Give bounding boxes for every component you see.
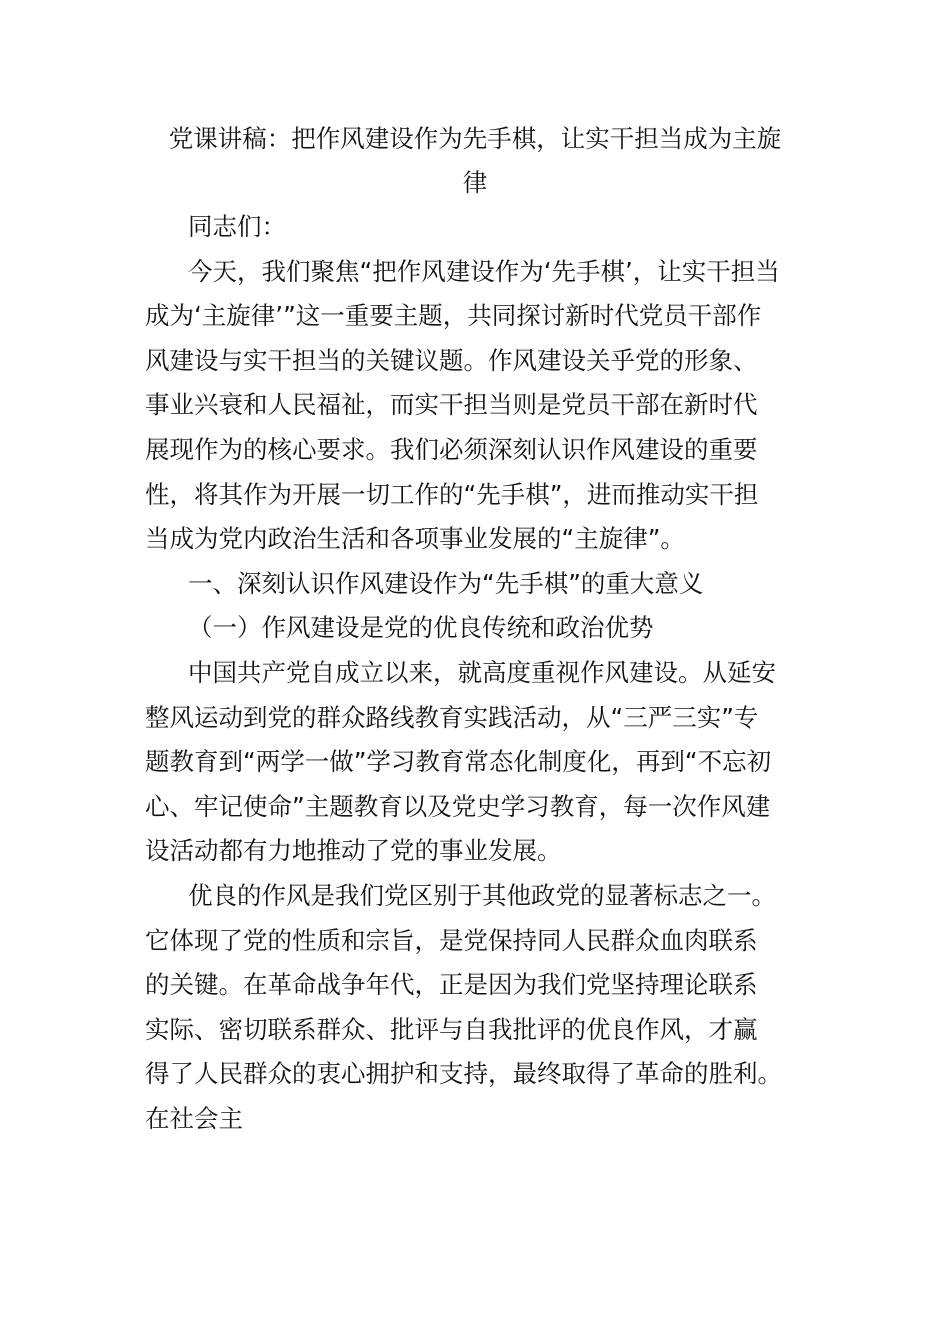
- text-line: 一、深刻认识作风建设作为“先手棋”的重大意义: [188, 568, 704, 598]
- text-line: 性，将其作为开展一切工作的“先手棋”，进而推动实干担: [145, 479, 759, 509]
- text-line: 在社会主: [145, 1103, 243, 1133]
- text-line: 的关键。在革命战争年代，正是因为我们党坚持理论联系: [145, 970, 758, 1000]
- document-title: [145, 117, 815, 205]
- paragraph: [145, 250, 815, 562]
- title-line: 律: [462, 168, 488, 197]
- text-line: 同志们：: [188, 212, 286, 241]
- text-line: 心、牢记使命”主题教育以及党史学习教育，每一次作风建: [145, 791, 771, 821]
- text-line: 整风运动到党的群众路线教育实践活动，从“三严三实”专: [145, 702, 759, 732]
- title-line: 党课讲稿：把作风建设作为先手棋，让实干担当成为主旋: [168, 124, 782, 153]
- text-line: 优良的作风是我们党区别于其他政党的显著标志之一。: [188, 880, 776, 910]
- text-line: 得了人民群众的衷心拥护和支持，最终取得了革命的胜利。: [145, 1059, 782, 1089]
- text-line: 实际、密切联系群众、批评与自我批评的优良作风，才赢: [145, 1014, 758, 1044]
- document-body: [145, 205, 815, 1141]
- text-line: 它体现了党的性质和宗旨，是党保持同人民群众血肉联系: [145, 925, 758, 955]
- text-line: 当成为党内政治生活和各项事业发展的“主旋律”。: [145, 524, 685, 554]
- paragraph: [145, 205, 815, 250]
- text-line: 成为‘主旋律’”这一重要主题，共同探讨新时代党员干部作: [145, 301, 762, 331]
- text-line: 中国共产党自成立以来，就高度重视作风建设。从延安: [188, 657, 776, 687]
- text-line: 今天，我们聚焦“把作风建设作为‘先手棋’，让实干担当: [188, 256, 780, 286]
- text-line: 风建设与实干担当的关键议题。作风建设关乎党的形象、: [145, 345, 758, 375]
- text-line: 展现作为的核心要求。我们必须深刻认识作风建设的重要: [145, 434, 758, 464]
- paragraph: [145, 562, 815, 607]
- text-line: 设活动都有力地推动了党的事业发展。: [145, 836, 562, 866]
- text-line: 事业兴衰和人民福祉，而实干担当则是党员干部在新时代: [145, 390, 758, 420]
- text-line: （一）作风建设是党的优良传统和政治优势: [188, 613, 654, 643]
- paragraph: [145, 606, 815, 651]
- paragraph: [145, 651, 815, 874]
- text-line: 题教育到“两学一做”学习教育常态化制度化，再到“不忘初: [145, 747, 772, 777]
- document-page: [145, 117, 815, 1141]
- paragraph: [145, 874, 815, 1142]
